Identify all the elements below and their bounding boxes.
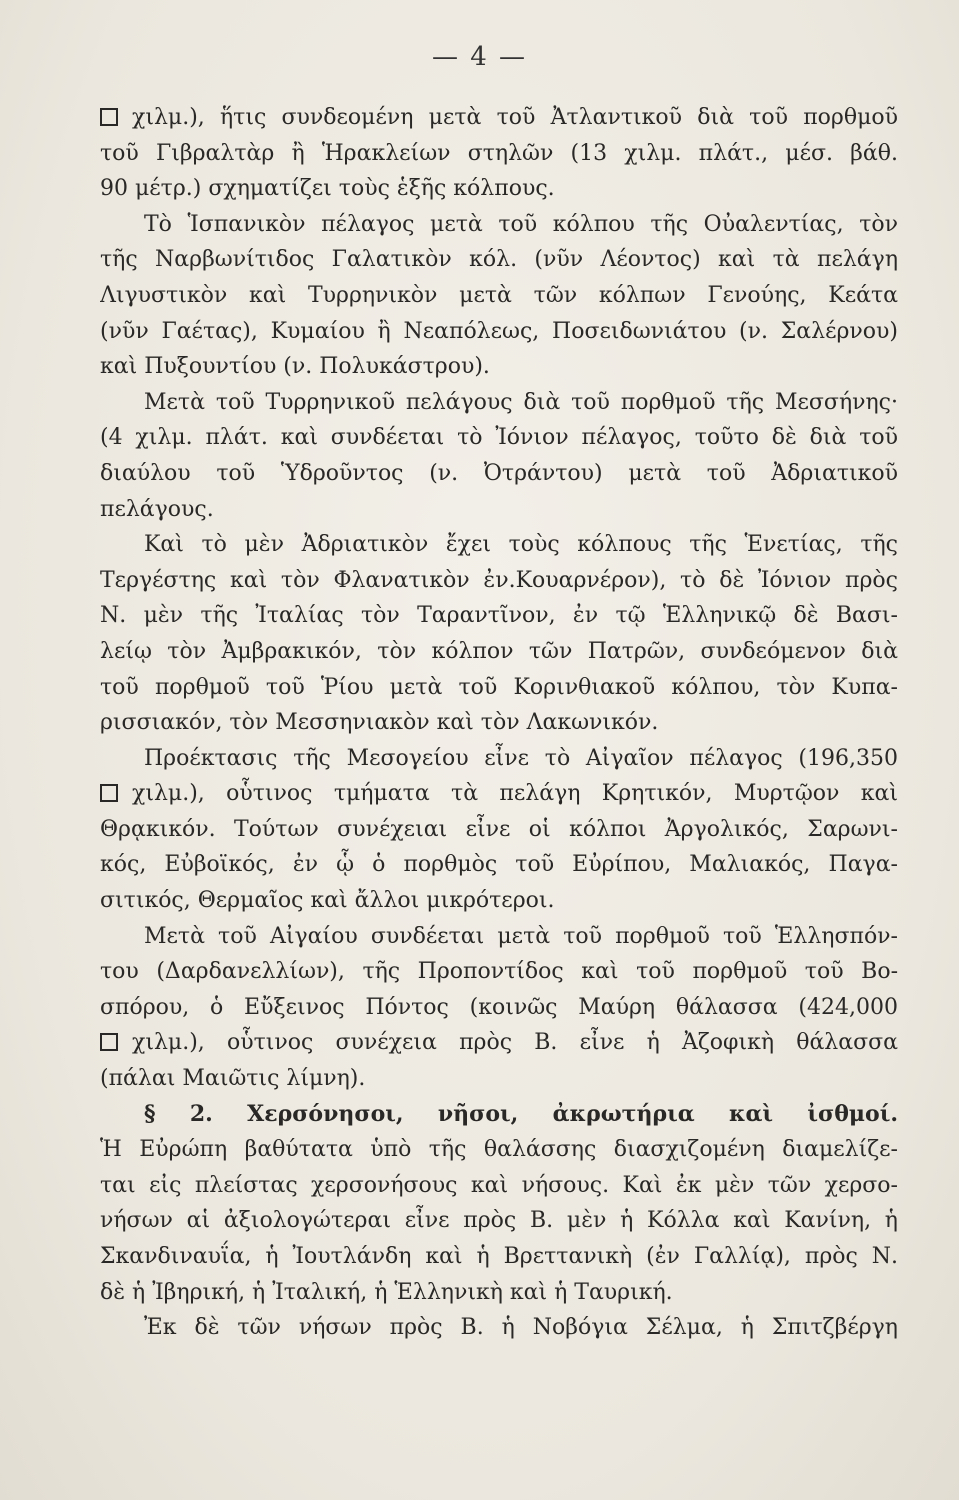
text-line-content: χιλμ.), οὗτινος τμήματα τὰ πελάγη Κρητικόν, Μυρτῷον καὶ — [132, 781, 898, 807]
text-line-content: δὲ ἡ Ἰβηρική, ἡ Ἰταλική, ἡ Ἑλληνικὴ καὶ ἡ Ταυρική. — [100, 1279, 673, 1305]
text-line — [100, 100, 898, 136]
text-line-content: Θρᾳκικόν. Τούτων συνέχειαι εἶνε οἱ κόλποι Ἀργολικός, Σαρωνι- — [100, 816, 898, 842]
text-line-content: χιλμ.), οὗτινος συνέχεια πρὸς Β. εἶνε ἡ Ἀζοφικὴ θάλασσα — [132, 1030, 898, 1056]
text-line — [100, 527, 898, 563]
text-line-content: Ν. μὲν τῆς Ἰταλίας τὸν Ταραντῖνον, ἐν τῷ Ἑλληνικῷ δὲ Βασι- — [100, 603, 898, 629]
text-line — [100, 278, 898, 314]
text-line — [100, 705, 898, 741]
text-line — [100, 954, 898, 990]
body-text — [100, 100, 898, 1346]
text-line — [100, 1275, 898, 1311]
text-line — [100, 1061, 898, 1097]
square-symbol-icon — [100, 108, 118, 126]
text-line — [100, 1310, 898, 1346]
text-line — [100, 563, 898, 599]
text-line-content: ται εἰς πλείστας χερσονήσους καὶ νήσους. Καὶ ἐκ μὲν τῶν χερσο- — [100, 1172, 898, 1198]
text-line-content: σιτικός, Θερμαῖος καὶ ἄλλοι μικρότεροι. — [100, 888, 555, 914]
text-line-content: Μετὰ τοῦ Τυρρηνικοῦ πελάγους διὰ τοῦ πορθμοῦ τῆς Μεσσήνης· — [144, 389, 898, 415]
text-line — [100, 1168, 898, 1204]
text-line-content: (νῦν Γαέτας), Κυμαίου ἢ Νεαπόλεως, Ποσειδωνιάτου (ν. Σαλέρνου) — [100, 318, 898, 344]
text-line — [100, 1203, 898, 1239]
text-line — [100, 314, 898, 350]
text-line-content: Ἡ Εὐρώπη βαθύτατα ὑπὸ τῆς θαλάσσης διασχιζομένη διαμελίζε- — [100, 1137, 898, 1163]
text-line — [100, 136, 898, 172]
page-number: — 4 — — [431, 42, 528, 72]
text-line-content: Ἐκ δὲ τῶν νήσων πρὸς Β. ἡ Νοβόγια Σέλμα, ἡ Σπιτζβέργη — [144, 1315, 898, 1341]
text-line-content: (4 χιλμ. πλάτ. καὶ συνδέεται τὸ Ἰόνιον πέλαγος, τοῦτο δὲ διὰ τοῦ — [100, 425, 898, 451]
text-line — [100, 741, 898, 777]
text-line-content: Καὶ τὸ μὲν Ἀδριατικὸν ἔχει τοὺς κόλπους τῆς Ἑνετίας, τῆς — [144, 532, 898, 558]
text-line — [100, 242, 898, 278]
text-line-content: του (Δαρδανελλίων), τῆς Προποντίδος καὶ τοῦ πορθμοῦ τοῦ Βο- — [100, 959, 898, 985]
text-line — [100, 990, 898, 1026]
text-line — [100, 1239, 898, 1275]
text-line-content: καὶ Πυξουντίου (ν. Πολυκάστρου). — [100, 354, 490, 380]
text-line — [100, 207, 898, 243]
text-line — [100, 634, 898, 670]
text-line — [100, 171, 898, 207]
text-line-content: λείῳ τὸν Ἀμβρακικόν, τὸν κόλπον τῶν Πατρῶν, συνδεόμενον διὰ — [100, 638, 898, 664]
text-line-content: 90 μέτρ.) σχηματίζει τοὺς ἑξῆς κόλπους. — [100, 176, 555, 202]
text-line-content: Τεργέστης καὶ τὸν Φλανατικὸν ἐν.Κουαρνέρον), τὸ δὲ Ἰόνιον πρὸς — [100, 567, 898, 593]
text-line-content: ρισσιακόν, τὸν Μεσσηνιακὸν καὶ τὸν Λακωνικόν. — [100, 710, 659, 736]
text-line — [100, 420, 898, 456]
text-line — [100, 598, 898, 634]
text-line-content: διαύλου τοῦ Ὑδροῦντος (ν. Ὀτράντου) μετὰ τοῦ Ἀδριατικοῦ — [100, 460, 898, 486]
text-line — [100, 456, 898, 492]
text-line-content: Τὸ Ἱσπανικὸν πέλαγος μετὰ τοῦ κόλπου τῆς Οὐαλεντίας, τὸν — [144, 211, 898, 237]
text-line — [100, 919, 898, 955]
text-line-content: τοῦ πορθμοῦ τοῦ Ῥίου μετὰ τοῦ Κορινθιακοῦ κόλπου, τὸν Κυπα- — [100, 674, 898, 700]
text-line — [100, 492, 898, 528]
text-line — [100, 847, 898, 883]
text-line-content: τῆς Ναρβωνίτιδος Γαλατικὸν κόλ. (νῦν Λέοντος) καὶ τὰ πελάγη — [100, 247, 898, 273]
text-line-content: κός, Εὐβοϊκός, ἐν ᾧ ὁ πορθμὸς τοῦ Εὐρίπου, Μαλιακός, Παγα- — [100, 852, 898, 878]
text-line — [100, 812, 898, 848]
text-line — [100, 670, 898, 706]
text-line-content: Προέκτασις τῆς Μεσογείου εἶνε τὸ Αἰγαῖον πέλαγος (196,350 — [144, 745, 898, 771]
text-line — [100, 385, 898, 421]
square-symbol-icon — [100, 784, 118, 802]
text-line — [100, 1025, 898, 1061]
square-symbol-icon — [100, 1033, 118, 1051]
text-line — [100, 349, 898, 385]
text-line-content: Μετὰ τοῦ Αἰγαίου συνδέεται μετὰ τοῦ πορθμοῦ τοῦ Ἑλλησπόν- — [144, 923, 898, 949]
text-line — [100, 1132, 898, 1168]
text-line-content: § 2. Χερσόνησοι, νῆσοι, ἀκρωτήρια καὶ ἰσθμοί. — [144, 1100, 898, 1127]
text-line-content: νήσων αἱ ἀξιολογώτεραι εἶνε πρὸς Β. μὲν ἡ Κόλλα καὶ Κανίνη, ἡ — [100, 1208, 898, 1234]
text-line-content: χιλμ.), ἥτις συνδεομένη μετὰ τοῦ Ἀτλαντικοῦ διὰ τοῦ πορθμοῦ — [132, 105, 898, 130]
text-line-content: τοῦ Γιβραλτὰρ ἢ Ἡρακλείων στηλῶν (13 χιλμ. πλάτ., μέσ. βάθ. — [100, 140, 898, 166]
text-line-content: Σκανδιναυΐα, ἡ Ἰουτλάνδη καὶ ἡ Βρεττανικὴ (ἐν Γαλλίᾳ), πρὸς Ν. — [100, 1244, 898, 1269]
text-line-content: Λιγυστικὸν καὶ Τυρρηνικὸν μετὰ τῶν κόλπων Γενούης, Κεάτα — [100, 282, 898, 308]
text-line — [100, 883, 898, 919]
text-line-content: σπόρου, ὁ Εὔξεινος Πόντος (κοινῶς Μαύρη θάλασσα (424,000 — [100, 994, 898, 1020]
text-line-content: (πάλαι Μαιῶτις λίμνη). — [100, 1066, 366, 1092]
section-heading — [100, 1097, 898, 1133]
text-line — [100, 776, 898, 812]
text-line-content: πελάγους. — [100, 496, 214, 522]
